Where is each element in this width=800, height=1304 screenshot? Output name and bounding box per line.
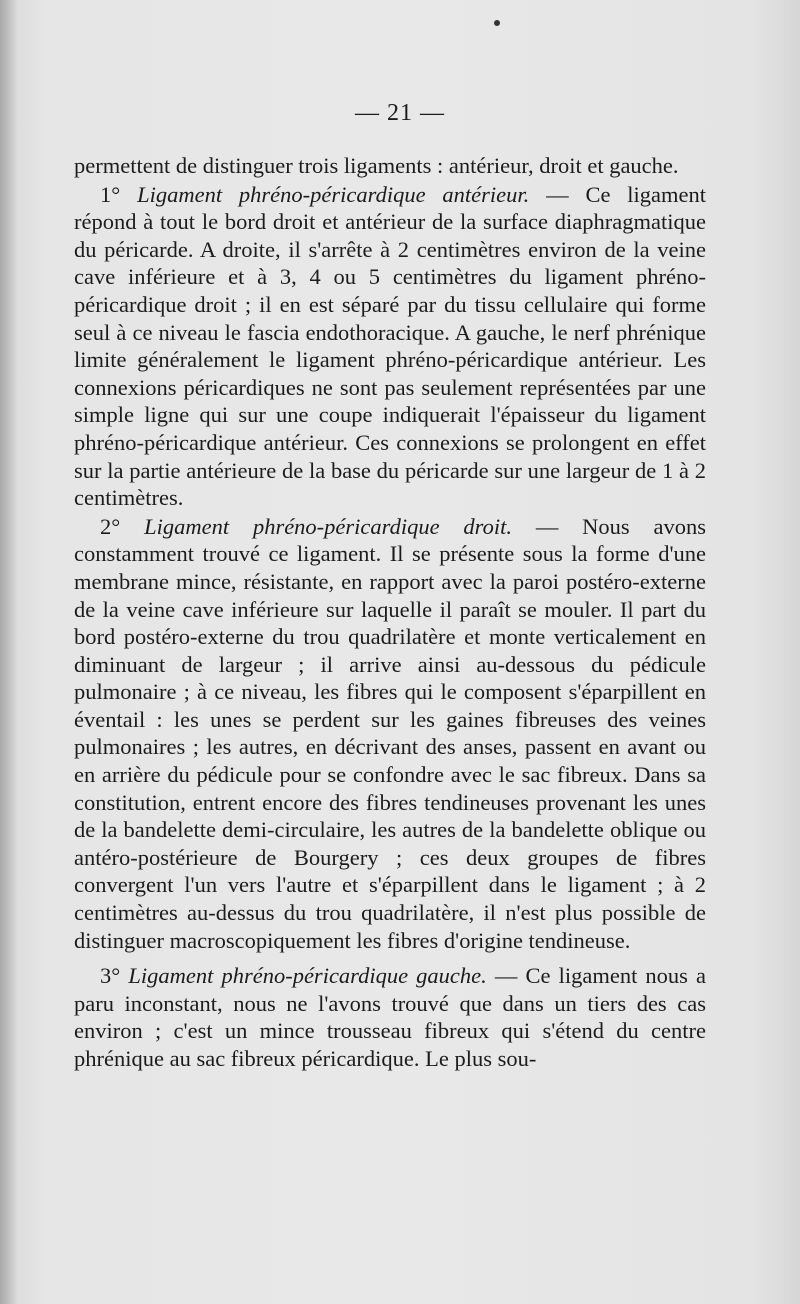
paragraph-intro xyxy=(74,152,706,180)
paragraph-ligament-anterieur xyxy=(74,181,706,512)
paragraph-ligament-gauche xyxy=(74,962,706,1072)
paragraph-text: — Ce ligament nous a paru inconstant, nous ne l'avons trouvé que dans un tiers des cas environ ; c'est un mince trousseau fibreux qui s'étend du centre phrénique au sac fibreux péricardique. Le plus sou- xyxy=(74,963,707,1071)
section-heading: Ligament phréno-péricardique gauche. xyxy=(128,963,487,989)
paragraph-text: — Ce ligament répond à tout le bord droit et antérieur de la surface diaphragmatique du péricarde. A droite, il s'arrête à 2 centimètres environ de la veine cave inférieure et à 3, 4 ou 5 centimètres du ligament phréno-péricardique droit ; il en est séparé par du tissu cellulaire qui forme seul à ce niveau le fascia endothoracique. A gauche, le nerf phrénique limite généralement le ligament phréno-péricardique antérieur. Les connexions péricardiques ne sont pas seulement représentées par une simple ligne qui sur une coupe indiquerait l'épaisseur du ligament phréno-péricardique antérieur. Ces connexions se prolongent en effet sur la partie antérieure de la base du péricarde sur une largeur de 1 à 2 centimètres. xyxy=(74,181,706,511)
paragraph-ligament-droit xyxy=(74,513,706,955)
page-edge-shadow xyxy=(0,0,18,1304)
page-number: — 21 — xyxy=(355,100,445,126)
section-number: 3° xyxy=(100,963,121,989)
section-heading: Ligament phréno-péricardique droit. xyxy=(144,513,512,539)
section-number: 2° xyxy=(100,513,121,539)
paragraph-text: permettent de distinguer trois ligaments : antérieur, droit et gauche. xyxy=(74,153,679,178)
body-text xyxy=(74,152,706,1073)
ink-speck xyxy=(494,20,500,26)
paragraph-text: — Nous avons constamment trouvé ce ligament. Il se présente sous la forme d'une membrane mince, résistante, en rapport avec la paroi postéro-externe de la veine cave inférieure sur laquelle il paraît se mouler. Il part du bord postéro-externe du trou quadrilatère et monte verticalement en diminuant de largeur ; il arrive ainsi au-dessous du pédicule pulmonaire ; à ce niveau, les fibres qui le composent s'éparpillent en éventail : les unes se perdent sur les gaines fibreuses des veines pulmonaires ; les autres, en décrivant des anses, passent en avant ou en arrière du pédicule pour se confondre avec le sac fibreux. Dans sa constitution, entrent encore des fibres tendineuses provenant les unes de la bandelette demi-circulaire, les autres de la bandelette oblique ou antéro-postérieure de Bourgery ; ces deux groupes de fibres convergent l'un vers l'autre et s'éparpillent dans le ligament ; à 2 centimètres au-dessus du trou quadrilatère, il n'est plus possible de distinguer macroscopiquement les fibres d'origine tendineuse. xyxy=(74,513,706,953)
section-heading: Ligament phréno-péricardique antérieur. xyxy=(137,181,530,207)
section-number: 1° xyxy=(100,181,121,207)
